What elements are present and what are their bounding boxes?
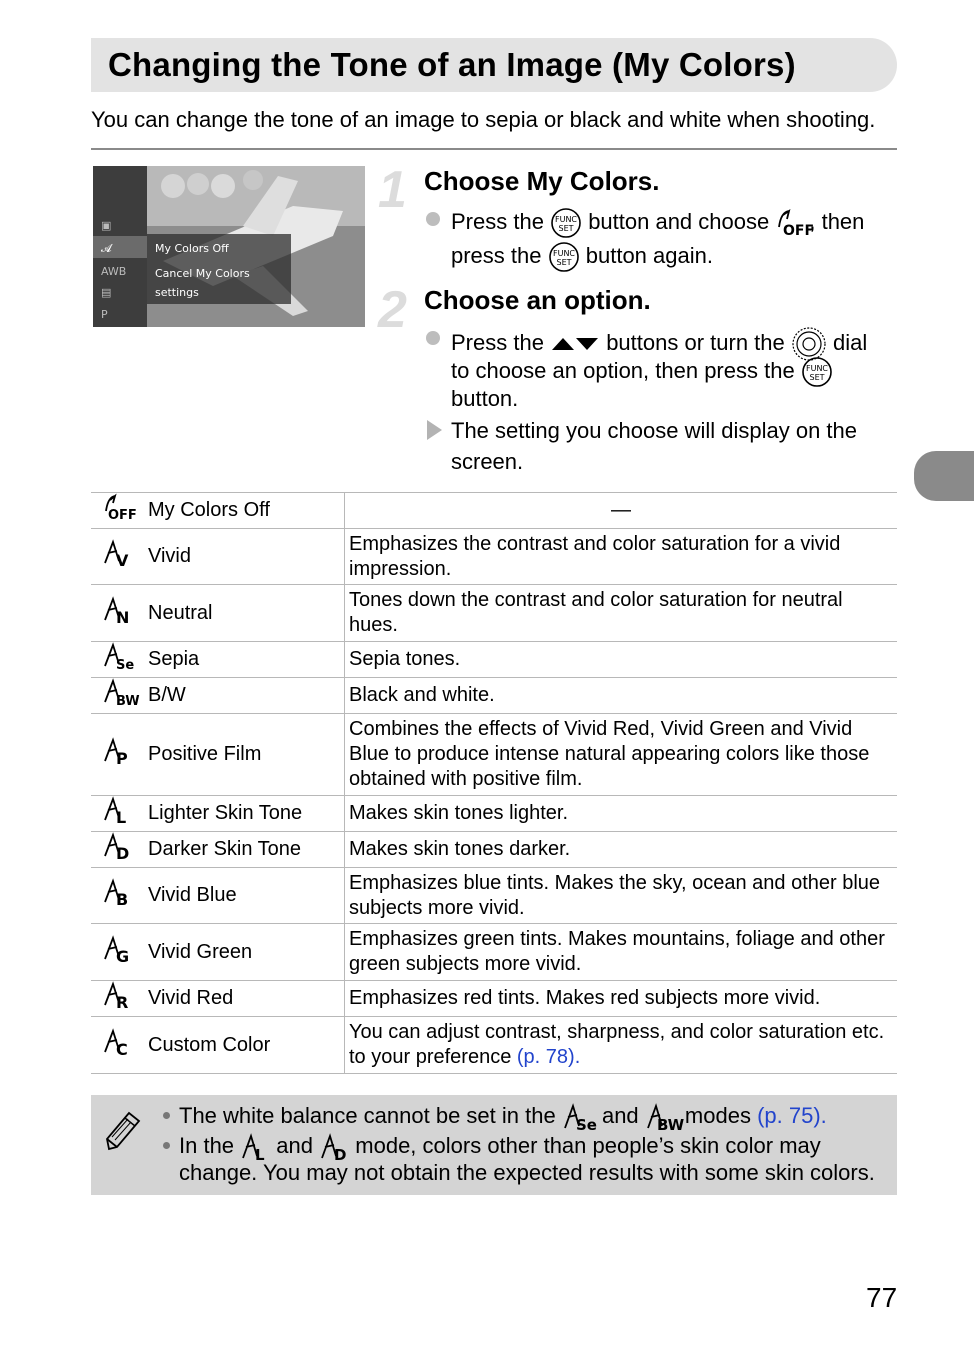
mode-description-cell <box>345 714 898 796</box>
mode-name-cell <box>91 642 345 678</box>
mode-name-cell <box>91 1017 345 1074</box>
svg-text:BW: BW <box>656 1116 684 1134</box>
svg-text:P: P <box>101 308 108 321</box>
note-line-2: In the L and D mode, colors other than people’s skin color may <box>179 1132 821 1164</box>
mode-description-cell <box>345 529 898 585</box>
mode-description-cell <box>345 678 898 714</box>
mode-description: You can adjust contrast, sharpness, and color saturation etc. to your preference <box>349 1021 885 1068</box>
mode-name: Neutral <box>148 601 213 624</box>
step-2-line-2: to choose an option, then press the FUNC SET <box>451 356 833 388</box>
bullet-icon <box>426 331 440 345</box>
mode-description: Sepia tones. <box>349 648 461 670</box>
table-row <box>91 493 897 529</box>
step-1-heading: Choose My Colors. <box>424 166 660 196</box>
mode-name: B/W <box>148 684 186 706</box>
mode-name: Positive Film <box>148 743 262 765</box>
svg-text:Se: Se <box>575 1116 597 1134</box>
mode-name: Sepia <box>148 648 200 670</box>
mode-description: — <box>611 499 631 521</box>
svg-text:FUNC: FUNC <box>555 215 578 224</box>
modes-table <box>91 492 897 1074</box>
svg-text:SET: SET <box>809 373 825 382</box>
table-row <box>91 924 897 981</box>
mode-name-cell <box>91 981 345 1017</box>
table-row <box>91 1017 897 1074</box>
step-2-line-3: button. <box>451 386 519 411</box>
mode-description: Makes skin tones darker. <box>349 838 571 860</box>
intro-text: You can change the tone of an image to sepia or black and white when shooting. <box>91 107 876 132</box>
lighter-skin-tone-icon <box>240 1132 270 1162</box>
mode-name-cell <box>91 714 345 796</box>
mode-description-cell <box>345 832 898 868</box>
mode-description: Makes skin tones lighter. <box>349 802 568 824</box>
page-number: 77 <box>866 1282 898 1313</box>
photo-menu-item-2: Cancel My Colors <box>155 267 250 280</box>
step-1-line-1: Press the FUNC SET button and choose OFF , then <box>451 208 865 239</box>
mode-description-cell <box>345 796 898 832</box>
mode-description: Emphasizes red tints. Makes red subjects more vivid. <box>349 987 821 1009</box>
svg-text:R: R <box>116 993 129 1012</box>
mode-name: Vivid Red <box>148 987 234 1009</box>
mode-description: Black and white. <box>349 684 495 706</box>
table-row <box>91 832 897 868</box>
bullet-icon <box>163 1112 170 1119</box>
mode-name-cell <box>91 924 345 981</box>
mode-name: Vivid <box>148 545 191 567</box>
chapter-tab <box>914 451 974 501</box>
mode-name: Lighter Skin Tone <box>148 802 303 824</box>
svg-text:C: C <box>116 1039 128 1059</box>
mode-name: My Colors Off <box>148 499 270 521</box>
svg-text:OFF: OFF <box>783 223 815 239</box>
mode-name-cell <box>91 493 345 529</box>
mode-description-cell <box>345 642 898 678</box>
table-row <box>91 981 897 1017</box>
pencil-icon <box>101 1109 143 1155</box>
mode-r-icon <box>91 981 148 1016</box>
mode-description-cell <box>345 981 898 1017</box>
step-2-result-2: screen. <box>451 449 524 474</box>
mode-p-icon <box>91 737 148 772</box>
mode-description-cell <box>345 924 898 981</box>
svg-text:AWB: AWB <box>101 265 127 278</box>
svg-text:FUNC: FUNC <box>552 249 575 258</box>
page-78-link[interactable]: (p. 78). <box>516 1046 581 1068</box>
mode-name: Custom Color <box>148 1033 271 1056</box>
mode-c-icon <box>91 1028 148 1063</box>
mode-name-cell <box>91 868 345 924</box>
mode-name: Vivid Blue <box>148 884 237 906</box>
svg-text:L: L <box>116 808 127 827</box>
mode-name: Vivid Green <box>148 940 253 963</box>
svg-text:OFF: OFF <box>108 508 137 523</box>
mode-n-icon <box>91 596 148 631</box>
mode-d-icon <box>91 832 148 867</box>
camera-screen-photo <box>93 166 365 327</box>
bullet-icon <box>163 1142 170 1149</box>
mode-description-cell <box>345 1017 898 1074</box>
mode-description-cell <box>345 868 898 924</box>
svg-text:SET: SET <box>558 224 574 233</box>
sepia-icon <box>562 1102 596 1132</box>
my-colors-off-icon <box>775 207 815 239</box>
mode-description-cell <box>345 493 898 529</box>
mode-description: Emphasizes blue tints. Makes the sky, ocean and other blue subjects more vivid. <box>349 871 881 919</box>
mode-name-cell <box>91 585 345 642</box>
mode-v-icon <box>91 539 148 574</box>
svg-text:▣: ▣ <box>101 219 112 232</box>
mode-name-cell <box>91 796 345 832</box>
svg-text:L: L <box>255 1146 265 1164</box>
page-title: Changing the Tone of an Image (My Colors) <box>108 46 796 83</box>
title-bar <box>91 38 897 92</box>
func-set-button-icon <box>801 356 833 388</box>
mode-description: Combines the effects of Vivid Red, Vivid Green and Vivid Blue to produce intense natural appearing colors like those obtained with positive film. <box>349 718 870 790</box>
photo-menu-item-3: settings <box>155 286 199 299</box>
step-2-result-1: The setting you choose will display on the <box>451 418 858 443</box>
mode-description-cell <box>345 585 898 642</box>
table-row <box>91 642 897 678</box>
svg-text:D: D <box>334 1146 347 1164</box>
table-row <box>91 585 897 642</box>
step-1-line-2: press the FUNC SET button again. <box>451 241 713 273</box>
mode-g-icon <box>91 935 148 970</box>
svg-text:G: G <box>116 946 130 966</box>
darker-skin-tone-icon <box>319 1132 349 1162</box>
table-row <box>91 868 897 924</box>
mode-description: Emphasizes green tints. Makes mountains, foliage and other green subjects more vivid. <box>349 928 885 975</box>
mode-description: Emphasizes the contrast and color saturation for a vivid impression. <box>349 532 841 580</box>
up-down-arrows-icon <box>550 334 600 354</box>
svg-text:D: D <box>116 844 130 863</box>
step-1-number: 1 <box>378 161 407 219</box>
mode-bw-icon <box>91 678 148 713</box>
bullet-icon <box>426 212 440 226</box>
mode-description: Tones down the contrast and color saturation for neutral hues. <box>349 589 843 636</box>
mode-name-cell <box>91 529 345 585</box>
mode-b-icon <box>91 878 148 913</box>
svg-text:𝓐: 𝓐 <box>101 242 112 255</box>
mode-name-cell <box>91 678 345 714</box>
divider <box>91 148 897 150</box>
svg-text:N: N <box>116 607 130 627</box>
mode-se-icon <box>91 642 148 677</box>
note-box <box>91 1095 897 1195</box>
mode-name-cell <box>91 832 345 868</box>
func-set-button-icon <box>550 207 582 239</box>
svg-text:BW: BW <box>116 694 140 709</box>
svg-text:▤: ▤ <box>101 286 112 299</box>
result-arrow-icon <box>427 420 442 440</box>
table-row <box>91 678 897 714</box>
mode-name: Darker Skin Tone <box>148 838 302 860</box>
svg-text:SET: SET <box>556 258 572 267</box>
svg-text:B: B <box>116 890 129 909</box>
step-2-heading: Choose an option. <box>424 285 651 315</box>
svg-text:FUNC: FUNC <box>805 364 828 373</box>
table-row <box>91 796 897 832</box>
step-2-number: 2 <box>378 281 407 339</box>
photo-menu-item-1: My Colors Off <box>155 242 229 255</box>
step-2-line-1: Press the buttons or turn the dial <box>451 326 867 362</box>
note-line-3: change. You may not obtain the expected results with some skin colors. <box>179 1160 875 1185</box>
bw-icon <box>645 1102 684 1134</box>
page-75-link[interactable]: (p. 75). <box>757 1102 827 1128</box>
svg-text:P: P <box>116 749 128 768</box>
table-row <box>91 714 897 796</box>
note-line-1: The white balance cannot be set in the Se and BW modes (p. 75). <box>179 1102 827 1134</box>
mode-off-icon <box>91 493 148 528</box>
table-row <box>91 529 897 585</box>
svg-text:V: V <box>116 551 129 570</box>
svg-text:Se: Se <box>116 658 135 673</box>
func-set-button-icon <box>548 241 580 273</box>
mode-l-icon <box>91 796 148 831</box>
